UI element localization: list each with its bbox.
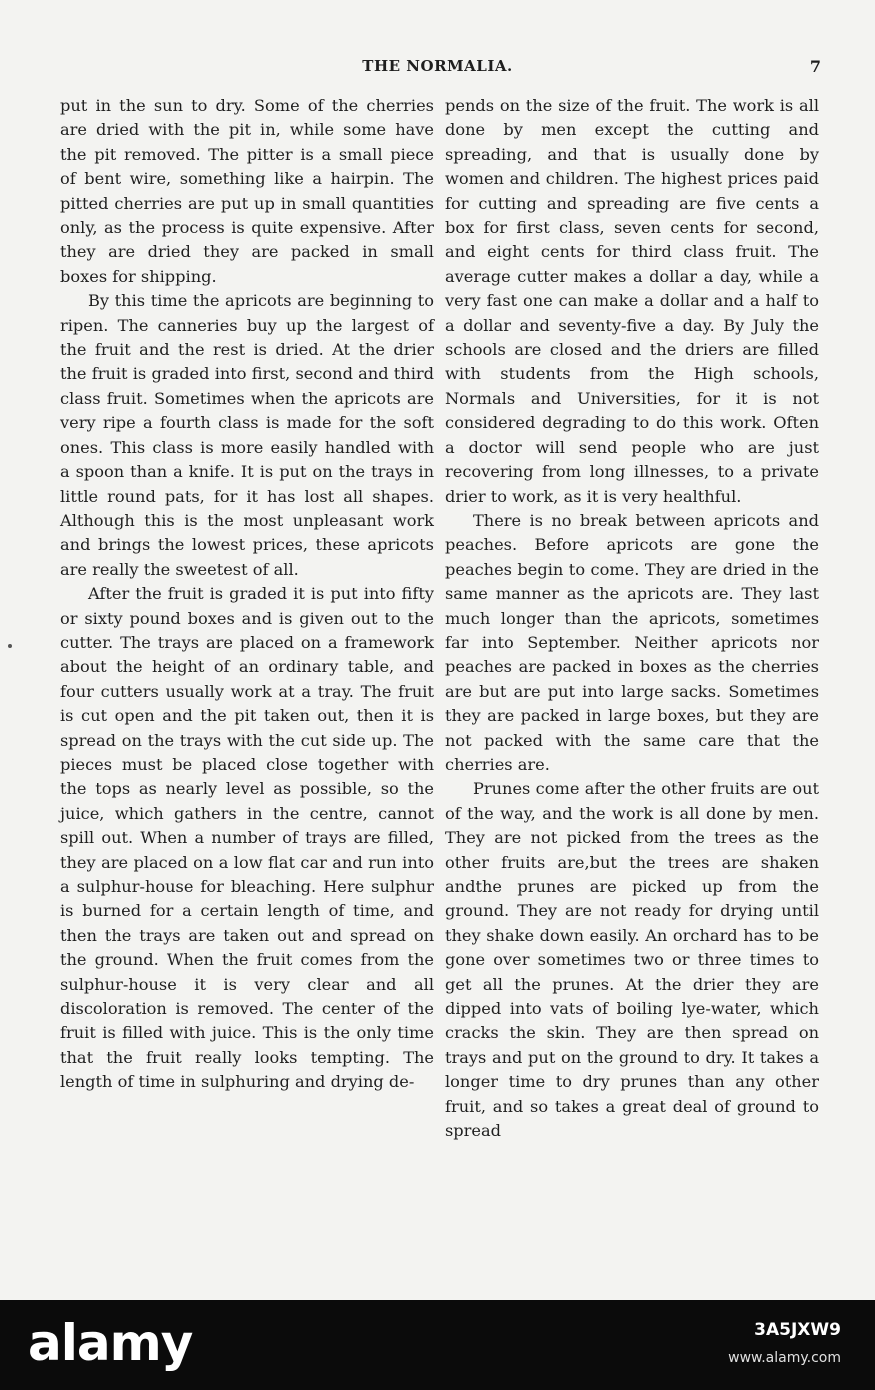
running-title: THE NORMALIA. <box>362 57 513 75</box>
right-paragraph-3: Prunes come after the other fruits are out of the way, and the work is all done by men. They are not picked from the trees as the other fruits are,but the trees are shaken andthe prunes are picked up from the ground. They are not ready for drying until they shake down easily. An orchard has to be gone over sometimes two or three times to get all the prunes. At the drier they are dipped into vats of boiling lye-water, which cracks the skin. They are then spread on trays and put on the ground to dry. It takes a longer time to dry prunes than any other fruit, and so takes a great deal of ground to spread <box>445 779 819 1141</box>
image-id: 3A5JXW9 <box>754 1320 841 1340</box>
left-column <box>60 94 434 1095</box>
alamy-logo: alamy <box>28 1314 193 1372</box>
right-column <box>445 94 819 1143</box>
stock-photo-footer <box>0 1300 875 1390</box>
right-paragraph-2: There is no break between apricots and peaches. Before apricots are gone the peaches begin to come. They are dried in the same manner as the apricots are. They last much longer than the apricots, sometimes far into September. Neither apricots nor peaches are packed in boxes as the cherries are but are put into large sacks. Sometimes they are packed in large boxes, but they are not packed with the same care that the cherries are. <box>445 510 819 774</box>
page-header <box>0 57 875 81</box>
footer-url: www.alamy.com <box>728 1350 841 1366</box>
page-number: 7 <box>809 57 821 76</box>
left-paragraph-3: After the fruit is graded it is put into fifty or sixty pound boxes and is given out to the cutter. The trays are placed on a framework about the height of an ordinary table, and four cutters usually work at a tray. The fruit is cut open and the pit taken out, then it is spread on the trays with the cut side up. The pieces must be placed close together with the tops as nearly level as possible, so the juice, which gathers in the centre, cannot spill out. When a number of trays are filled, they are placed on a low flat car and run into a sulphur-house for bleaching. Here sulphur is burned for a certain length of time, and then the trays are taken out and spread on the ground. When the fruit comes from the sulphur-house it is very clear and all discoloration is removed. The center of the fruit is filled with juice. This is the only time that the fruit really looks tempting. The length of time in sulphuring and drying de- <box>60 584 434 1092</box>
margin-mark <box>8 644 12 648</box>
right-paragraph-1: pends on the size of the fruit. The work is all done by men except the cutting and spreading, and that is usually done by women and children. The highest prices paid for cutting and spreading are five cents a box for first class, seven cents for second, and eight cents for third class fruit. The average cutter makes a dollar a day, while a very fast one can make a dollar and a half to a dollar and seventy-five a day. By July the schools are closed and the driers are filled with students from the High schools, Normals and Universities, for it is not considered degrading to do this work. Often a doctor will send people who are just recovering from long illnesses, to a private drier to work, as it is very healthful. <box>445 96 819 506</box>
left-paragraph-1: put in the sun to dry. Some of the cherries are dried with the pit in, while some have the pit removed. The pitter is a small piece of bent wire, something like a hairpin. The pitted cherries are put up in small quantities only, as the process is quite expensive. After they are dried they are packed in small boxes for shipping. <box>60 96 434 286</box>
left-paragraph-2: By this time the apricots are beginning to ripen. The canneries buy up the largest of the fruit and the rest is dried. At the drier the fruit is graded into first, second and third class fruit. Sometimes when the apricots are very ripe a fourth class is made for the soft ones. This class is more easily handled with a spoon than a knife. It is put on the trays in little round pats, for it has lost all shapes. Although this is the most unpleasant work and brings the lowest prices, these apricots are really the sweetest of all. <box>60 291 434 579</box>
